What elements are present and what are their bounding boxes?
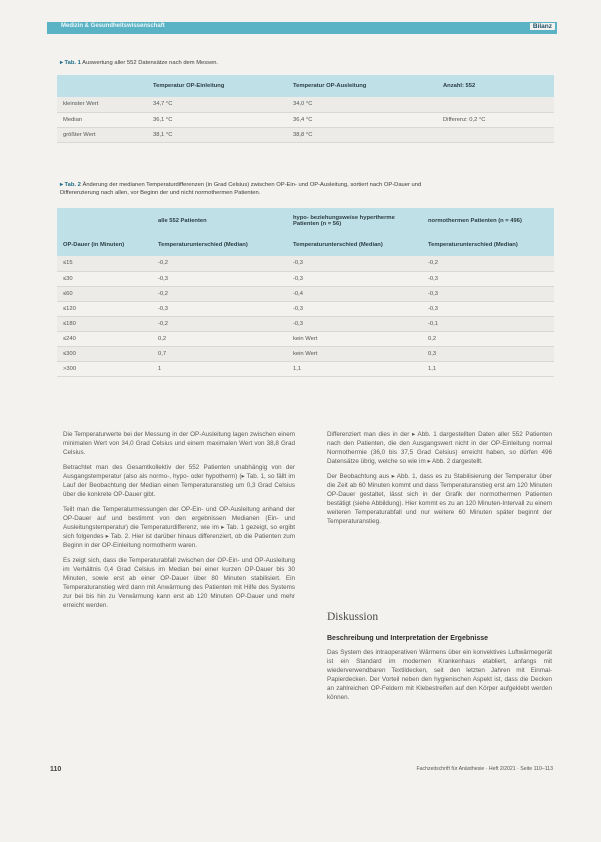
table2-cell: 1 — [152, 361, 287, 376]
table1-header-cell: Temperatur OP-Einleitung — [147, 75, 287, 97]
table1-cell: Median — [57, 112, 147, 127]
table2-cell: -0,3 — [422, 286, 554, 301]
discussion-paragraph: Das System des intraoperativen Wärmens über ein konvektives Luftwärmegerät ist ein Standard im modernen Krankenhaus etabliert, anfangs mit wiederverwendbaren Textildecken, seit den letzten Jahren mit Einmal-Papierdecken. Der Vorteil neben den hygienischen Aspekt ist, dass die Decken an zahlreichen OP-Feldern mit Klebestreifen auf den Körper aufgeklebt werden können. — [327, 649, 552, 701]
table2-group-header: normothermen Patienten (n = 496) — [422, 208, 554, 234]
table1-header-cell: Temperatur OP-Ausleitung — [287, 75, 437, 97]
table1-cell: 38,8 °C — [287, 127, 437, 142]
discussion-body — [327, 648, 552, 708]
table2-cell: 0,2 — [152, 331, 287, 346]
table-row — [57, 346, 554, 361]
table2-cell: >300 — [57, 361, 152, 376]
table2-group-header: hypo- beziehungsweise hypertherme Patienten (n = 56) — [287, 208, 422, 234]
table2-cell: 1,1 — [287, 361, 422, 376]
table2-caption — [60, 181, 550, 197]
left-paragraph: Teilt man die Temperaturmessungen der OP-Ein- und OP-Ausleitung anhand der OP-Dauer auf und bestimmt von den ergebnissen Medianen (Ein- und Ausleitungstemperatur) die Temperaturdifferenz, wie im ▸ Tab. 1 gezeigt, so ergibt sich folgendes ▸ Tab. 2. Hier ist darüber hinaus differenziert, ob die Patienten zum Beginn in der OP-Einleitung normotherm waren. — [63, 506, 295, 549]
table1-cell — [437, 127, 554, 142]
discussion-heading: Diskussion — [327, 611, 379, 623]
table2-cell: -0,2 — [152, 286, 287, 301]
table2-cell: kein Wert — [287, 346, 422, 361]
table2-group-header: alle 552 Patienten — [152, 208, 287, 234]
table2-sub-header: Temperaturunterschied (Median) — [152, 234, 287, 256]
discussion-subheading: Beschreibung und Interpretation der Ergebnisse — [327, 635, 489, 642]
table1-header-cell — [57, 75, 147, 97]
table2-cell: -0,2 — [152, 256, 287, 271]
table1-caption — [60, 59, 218, 67]
table2-cell: 0,3 — [422, 346, 554, 361]
table2-cell: -0,3 — [422, 301, 554, 316]
table2-cell: -0,1 — [422, 316, 554, 331]
left-paragraph: Betrachtet man des Gesamtkollektiv der 552 Patienten unabhängig von der Ausgangstemperatur (also als normo-, hypo- oder hypotherm) (▸ Tab. 1, so fällt im Lauf der Beobachtung der Median einen Temperaturanstieg um 0,3 Grad Celsius über die konkrete OP-Dauer gibt. — [63, 464, 295, 498]
table2-cell: ≤30 — [57, 271, 152, 286]
table1-cell: 38,1 °C — [147, 127, 287, 142]
table2-caption-ref: ▸ Tab. 2 — [60, 182, 81, 188]
table-row — [57, 331, 554, 346]
table1-cell: Differenz: 0,2 °C — [437, 112, 554, 127]
table2-cell: ≤300 — [57, 346, 152, 361]
table-row — [57, 316, 554, 331]
table2-cell: -0,3 — [422, 271, 554, 286]
left-paragraph: Es zeigt sich, dass die Temperaturabfall zwischen der OP-Ein- und OP-Ausleitung im Verhältnis 0,4 Grad Celsius im Median bei einer kurzen OP-Dauer bis 30 Minuten, sowie erst ab einer OP-Dauer über 80 Minuten stabilisiert. Ein Temperaturanstieg wird dann mit Anwärmung des Patienten mit Hilfe des Systems zur bei bis hin zu Verwärmung kann erst ab 120 Minuten OP-Dauer und mehr erreicht werden. — [63, 557, 295, 609]
table2-cell: -0,3 — [287, 271, 422, 286]
table-row — [57, 112, 554, 127]
table2-cell: -0,3 — [152, 301, 287, 316]
table2-cell: 1,1 — [422, 361, 554, 376]
journal-reference: Fachzeitschrift für Anästhesie · Heft 2/2021 · Seite 110–113 — [416, 766, 553, 772]
table1-caption-text: Auswertung aller 552 Datensätze nach dem Messen. — [82, 60, 219, 66]
left-paragraph: Die Temperaturwerte bei der Messung in der OP-Ausleitung lagen zwischen einem minimalen Wert von 34,0 Grad Celsius und einem maximalen Wert von 38,8 Grad Celsius. — [63, 431, 295, 456]
table1-cell: größter Wert — [57, 127, 147, 142]
table2-cell: -0,3 — [287, 301, 422, 316]
table1-caption-ref: ▸ Tab. 1 — [60, 60, 81, 66]
table2-cell: kein Wert — [287, 331, 422, 346]
table1-header-cell: Anzahl: 552 — [437, 75, 554, 97]
table1-cell: 34,7 °C — [147, 97, 287, 112]
table2-cell: ≤60 — [57, 286, 152, 301]
table2-cell: ≤240 — [57, 331, 152, 346]
table2-caption-line2: Differenzierung nach allen, vor Beginn der und nicht normothermen Patienten. — [60, 190, 261, 196]
table2-cell: 0,7 — [152, 346, 287, 361]
table1 — [57, 75, 554, 143]
table-row — [57, 361, 554, 376]
table2-sub-header: OP-Dauer (in Minuten) — [57, 234, 152, 256]
table2-cell: -0,3 — [287, 316, 422, 331]
table-row — [57, 256, 554, 271]
table2-cell: ≤15 — [57, 256, 152, 271]
table1-cell: 36,4 °C — [287, 112, 437, 127]
table2-cell: ≤180 — [57, 316, 152, 331]
table2-cell: -0,3 — [287, 256, 422, 271]
table2-cell: -0,3 — [152, 271, 287, 286]
table2-sub-header: Temperaturunterschied (Median) — [287, 234, 422, 256]
table1-cell: 34,0 °C — [287, 97, 437, 112]
table-row — [57, 271, 554, 286]
section-header-bar — [47, 22, 557, 34]
table1-cell — [437, 97, 554, 112]
table1-cell: 36,1 °C — [147, 112, 287, 127]
section-title: Medizin & Gesundheitswissenschaft — [61, 23, 165, 29]
table1-cell: kleinster Wert — [57, 97, 147, 112]
table2-cell: 0,2 — [422, 331, 554, 346]
table2 — [57, 208, 554, 377]
table2-group-header — [57, 208, 152, 234]
table2-caption-line1: Änderung der medianen Temperaturdifferenzen (in Grad Celsius) zwischen OP-Ein- und OP-Ausleitung, sortiert nach OP-Dauer und — [82, 182, 422, 188]
right-column — [327, 430, 552, 532]
table-row — [57, 301, 554, 316]
page-number: 110 — [50, 766, 62, 773]
left-column — [63, 430, 295, 616]
table2-cell: -0,2 — [152, 316, 287, 331]
category-label: Bilanz — [530, 23, 555, 30]
table-row — [57, 97, 554, 112]
right-paragraph: Differenziert man dies in der ▸ Abb. 1 dargestellten Daten aller 552 Patienten nach den Patienten, die den Ausgangswert nicht in der OP-Einleitung normal Normothermie (36,0 bis 37,5 Grad Celsius) erreicht haben, so dürfen 496 Datensätze übrig, welche so wie im ▸ Abb. 2 dargestellt. — [327, 431, 552, 465]
table2-sub-header: Temperaturunterschied (Median) — [422, 234, 554, 256]
table-row — [57, 286, 554, 301]
right-paragraph: Der Beobachtung aus ▸ Abb. 1, dass es zu Stabilisierung der Temperatur über die Zeit ab 60 Minuten kommt und dass Temperaturanstieg erst am 120 Minuten OP-Dauer gestaltet, lässt sich in der Grafik der normothermen Patienten bestätigt (siehe Abbildung). Hier kommt es zu an 120 Minuten-Intervall zu einem weiteren Temperaturabfall und nur weitere 60 Minuten später beginnt der Temperaturanstieg. — [327, 473, 552, 525]
table2-cell: ≤120 — [57, 301, 152, 316]
table2-cell: -0,4 — [287, 286, 422, 301]
table-row — [57, 127, 554, 142]
table2-cell: -0,2 — [422, 256, 554, 271]
